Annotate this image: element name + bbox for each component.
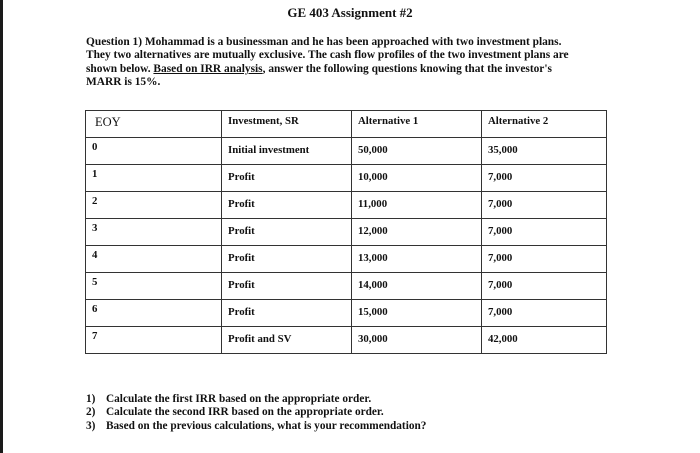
eoy-cell: 6 — [86, 300, 222, 327]
question-line-2: They two alternatives are mutually exclusive. The cash flow profiles of the two investment plans are — [86, 49, 569, 62]
cash-flow-table — [85, 110, 607, 354]
eoy-cell: 5 — [86, 273, 222, 300]
question-line-1: Question 1) Mohammad is a businessman and he has been approached with two investment plans. — [86, 36, 562, 48]
alternative-2-cell: 7,000 — [482, 192, 607, 219]
table-row — [86, 327, 607, 354]
document-title: GE 403 Assignment #2 — [287, 5, 413, 20]
irr-analysis-emphasis: Based on IRR analysis — [153, 62, 263, 75]
eoy-cell: 3 — [86, 219, 222, 246]
task-text: Calculate the second IRR based on the appropriate order. — [106, 406, 384, 419]
header-cell-investment: Investment, SR — [222, 111, 352, 138]
table-row — [86, 165, 607, 192]
alternative-2-cell: 7,000 — [482, 219, 607, 246]
task-item — [86, 406, 426, 419]
question-text — [86, 36, 626, 90]
alternative-2-cell: 42,000 — [482, 327, 607, 354]
question-line-3-start: shown below. — [86, 62, 154, 75]
task-number: 2) — [86, 406, 96, 419]
header-cell-alternative-1: Alternative 1 — [352, 111, 482, 138]
header-cell-eoy: EOY — [86, 111, 222, 138]
table-row — [86, 300, 607, 327]
alternative-2-cell: 35,000 — [482, 138, 607, 165]
item-cell: Initial investment — [222, 138, 352, 165]
table-row — [86, 219, 607, 246]
alternative-2-cell: 7,000 — [482, 300, 607, 327]
alternative-1-cell: 14,000 — [352, 273, 482, 300]
alternative-2-cell: 7,000 — [482, 165, 607, 192]
table-row — [86, 273, 607, 300]
item-cell: Profit — [222, 273, 352, 300]
item-cell: Profit and SV — [222, 327, 352, 354]
alternative-1-cell: 15,000 — [352, 300, 482, 327]
eoy-cell: 4 — [86, 246, 222, 273]
table-row — [86, 246, 607, 273]
table-row — [86, 138, 607, 165]
task-number: 1) — [86, 393, 96, 405]
alternative-1-cell: 11,000 — [352, 192, 482, 219]
item-cell: Profit — [222, 219, 352, 246]
alternative-1-cell: 13,000 — [352, 246, 482, 273]
alternative-1-cell: 30,000 — [352, 327, 482, 354]
item-cell: Profit — [222, 246, 352, 273]
alternative-1-cell: 50,000 — [352, 138, 482, 165]
task-text: Based on the previous calculations, what is your recommendation? — [106, 419, 427, 432]
task-item — [86, 393, 426, 406]
table-header-row — [86, 111, 607, 138]
item-cell: Profit — [222, 300, 352, 327]
task-item — [86, 420, 426, 433]
item-cell: Profit — [222, 192, 352, 219]
alternative-1-cell: 12,000 — [352, 219, 482, 246]
header-cell-alternative-2: Alternative 2 — [482, 111, 607, 138]
eoy-cell: 2 — [86, 192, 222, 219]
item-cell: Profit — [222, 165, 352, 192]
question-line-3-end: , answer the following questions knowing that the investor's — [262, 62, 552, 75]
eoy-cell: 7 — [86, 327, 222, 354]
task-text: Calculate the first IRR based on the appropriate order. — [106, 393, 372, 405]
eoy-cell: 0 — [86, 138, 222, 165]
alternative-2-cell: 7,000 — [482, 246, 607, 273]
eoy-cell: 1 — [86, 165, 222, 192]
task-number: 3) — [86, 419, 96, 432]
left-edge-bar — [0, 0, 3, 453]
question-line-3 — [86, 63, 626, 76]
table-row — [86, 192, 607, 219]
task-list — [86, 393, 426, 433]
alternative-2-cell: 7,000 — [482, 273, 607, 300]
question-line-4: MARR is 15%. — [86, 76, 161, 89]
alternative-1-cell: 10,000 — [352, 165, 482, 192]
